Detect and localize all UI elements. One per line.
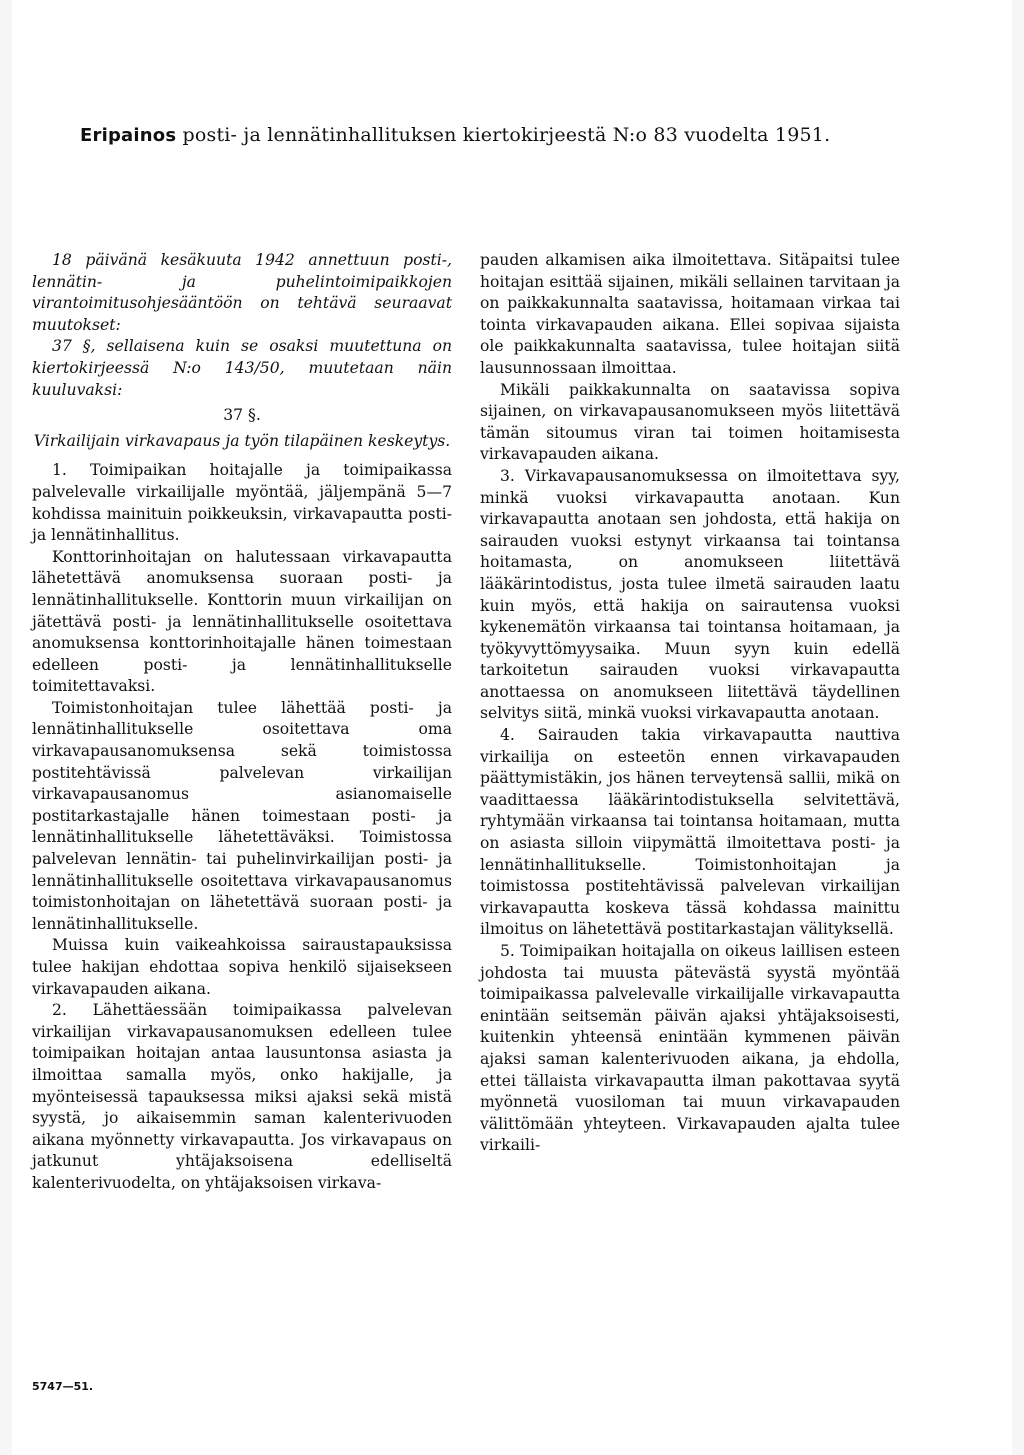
intro-paragraph: 18 päivänä kesäkuuta 1942 annettuun posti-, lennätin- ja puhelintoimipaikkojen virantoimitusohjesääntöön on tehtävä seuraavat muutokset: xyxy=(32,251,452,334)
scan-left-edge xyxy=(0,0,12,1455)
header-bold-label: Eripainos xyxy=(80,125,177,146)
right-column xyxy=(480,250,900,1157)
left-column xyxy=(32,250,452,1195)
paragraph-substitute: Mikäli paikkakunnalta on saatavissa sopiva sijainen, on virkavapausanomukseen myös liitettävä tämän sitoumus viran tai toimen hoitamisesta virkavapauden aikana. xyxy=(480,380,900,464)
intro-paragraph-2: 37 §, sellaisena kuin se osaksi muutettuna on kiertokirjeessä N:o 143/50, muutetaan näin kuuluvaksi: xyxy=(32,337,452,399)
section-number: 37 §. xyxy=(223,406,261,425)
print-code: 5747—51. xyxy=(32,1380,94,1393)
paragraph-4: Muissa kuin vaikeahkoissa sairaustapauksissa tulee hakijan ehdottaa sopiva henkilö sijaisekseen virkavapauden aikana. xyxy=(32,936,452,998)
document-header xyxy=(80,124,980,146)
header-text: posti- ja lennätinhallituksen kiertokirjeestä N:o 83 vuodelta 1951. xyxy=(176,124,831,146)
paragraph-2: Konttorinhoitajan on halutessaan virkavapautta lähetettävä anomuksensa suoraan posti- ja lennätinhallitukselle. Konttorin muun virkailijan on jätettävä posti- ja lennätinhallitukselle osoitettava anomuksensa konttorinhoitajalle hänen toimestaan edelleen posti- ja lennätinhallitukselle toimitettavaksi. xyxy=(32,547,452,696)
paragraph-continued: pauden alkamisen aika ilmoitettava. Sitäpaitsi tulee hoitajan esittää sijainen, mikäli sellainen tarvitaan ja on paikkakunnalta saatavissa, hoitamaan virkaa tai tointa virkavapauden aikana. Ellei sopivaa sijaista ole paikkakunnalta saatavissa, tulee hoitajan siitä lausunnossaan ilmoittaa. xyxy=(480,251,900,377)
section-title: Virkailijain virkavapaus ja työn tilapäinen keskeytys. xyxy=(33,431,451,450)
document-page xyxy=(12,0,1012,1455)
paragraph-1: 1. Toimipaikan hoitajalle ja toimipaikassa palvelevalle virkailijalle myöntää, jäljempänä 5—7 kohdissa mainituin poikkeuksin, virkavapautta posti- ja lennätinhallitus. xyxy=(32,461,452,545)
paragraph-5: 2. Lähettäessään toimipaikassa palvelevan virkailijan virkavapausanomuksen edelleen tulee toimipaikan hoitajan antaa lausuntonsa asiasta ja ilmoittaa samalla myös, onko hakijalle, ja myönteisessä tapauksessa miksi ajaksi sekä mistä syystä, jo aikaisemmin saman kalenterivuoden aikana myönnetty virkavapautta. Jos virkavapaus on jatkunut yhtäjaksoisena edelliseltä kalenterivuodelta, on yhtäjaksoisen virkava- xyxy=(32,1001,452,1192)
paragraph-5-local-leave: 5. Toimipaikan hoitajalla on oikeus laillisen esteen johdosta tai muusta pätevästä syystä myöntää toimipaikassa palvelevalle virkailijalle virkavapautta enintään seitsemän päivän ajaksi yhtäjaksoisesti, kuitenkin yhteensä enintään kymmenen päivän ajaksi saman kalenterivuoden aikana, ja ehdolla, ettei tällaista virkavapautta ilman pakottavaa syytä myönnetä vuosiloman tai muun virkavapauden välittömään yhteyteen. Virkavapauden ajalta tulee virkaili- xyxy=(480,942,900,1155)
paragraph-4-sickness: 4. Sairauden takia virkavapautta nauttiva virkailija on esteetön ennen virkavapauden päättymistäkin, jos hänen terveytensä sallii, mikä on vaadittaessa lääkärintodistuksella selvitettävä, ryhtymään virkaansa tai tointansa hoitamaan, mutta on asiasta silloin viipymättä ilmoitettava posti- ja lennätinhallitukselle. Toimistonhoitajan ja toimistossa postitehtävissä palvelevan virkailijan virkavapautta koskeva tässä kohdassa mainittu ilmoitus on lähetettävä postitarkastajan välityksellä. xyxy=(480,726,900,939)
paragraph-3-reason: 3. Virkavapausanomuksessa on ilmoitettava syy, minkä vuoksi virkavapautta anotaan. Kun virkavapautta anotaan sen johdosta, että hakija on sairauden vuoksi estynyt virkaansa tai tointansa hoitamasta, on anomukseen liitettävä lääkärintodistus, josta tulee ilmetä sairauden laatu kuin myös, että hakija on sairautensa vuoksi kykenemätön virkaansa tai tointansa hoitamaan, ja työkyvyttömyysaika. Muun syyn kuin edellä tarkoitetun sairauden vuoksi virkavapautta anottaessa on anomukseen liitettävä täydellinen selvitys siitä, minkä vuoksi virkavapautta anotaan. xyxy=(480,466,900,723)
paragraph-3: Toimistonhoitajan tulee lähettää posti- ja lennätinhallitukselle osoitettava oma virkavapausanomuksensa sekä toimistossa postitehtävissä palvelevan virkailijan virkavapausanomus asianomaiselle postitarkastajalle hänen toimestaan posti- ja lennätinhallitukselle lähetettäväksi. Toimistossa palvelevan lennätin- tai puhelinvirkailijan posti- ja lennätinhallitukselle osoitettava virkavapausanomus toimistonhoitajan on lähetettävä suoraan posti- ja lennätinhallitukselle. xyxy=(32,698,452,933)
scan-right-edge xyxy=(1012,0,1024,1455)
